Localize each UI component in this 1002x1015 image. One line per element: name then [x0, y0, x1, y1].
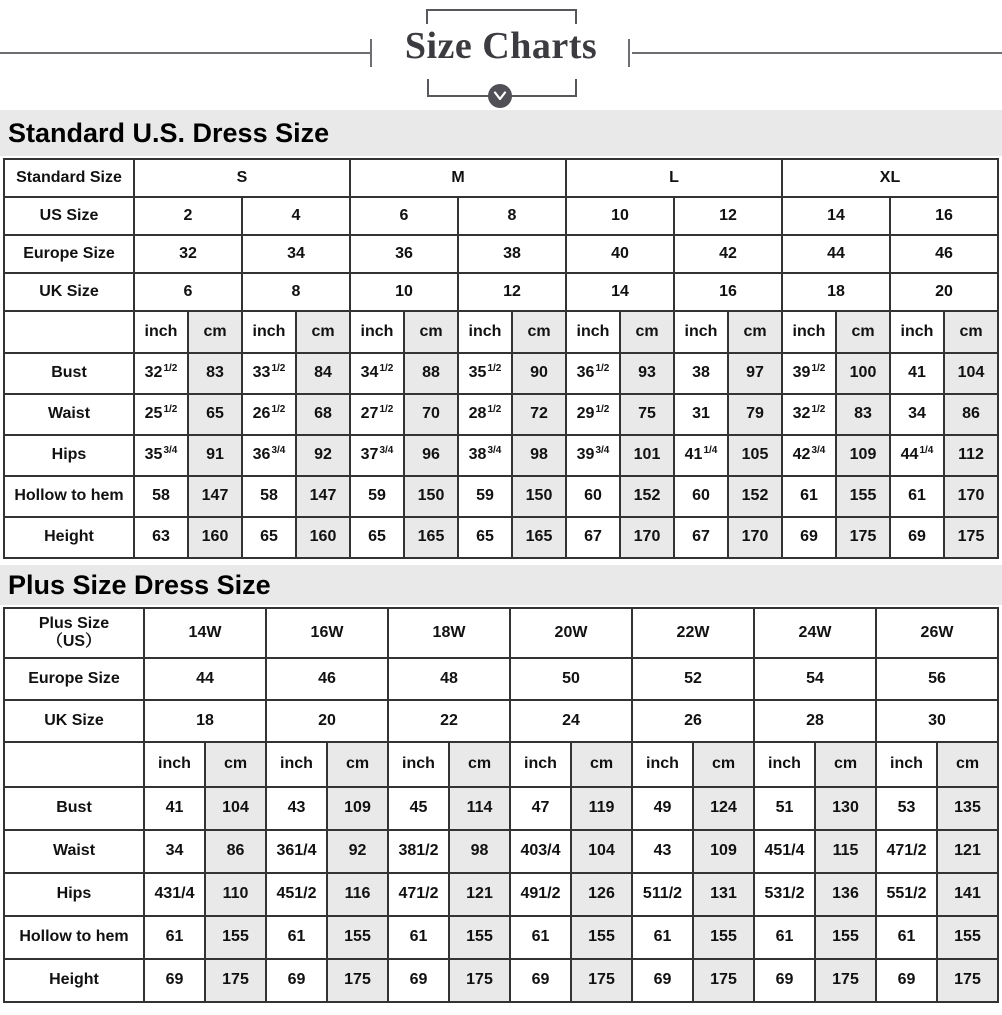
fraction-superscript: 3/4: [811, 445, 826, 457]
measure-value-cell: 155: [449, 916, 510, 959]
size-value-cell: 52: [632, 658, 754, 700]
size-group-18w: 18W: [388, 608, 510, 658]
size-value-cell: 2: [134, 197, 242, 235]
measure-value-cell: 61: [890, 476, 944, 517]
measure-value-cell: 471/2: [388, 873, 449, 916]
measure-value-cell: 147: [188, 476, 242, 517]
measure-value-cell: 59: [350, 476, 404, 517]
size-value-cell: 46: [890, 235, 998, 273]
unit-cell-inch: inch: [242, 311, 296, 353]
fraction-superscript: 3/4: [595, 445, 610, 457]
measure-value-cell: 101: [620, 435, 674, 476]
measure-value-cell: $41^{1/4}$: [674, 435, 728, 476]
measure-value-cell: 100: [836, 353, 890, 394]
measure-value-cell: 155: [693, 916, 754, 959]
measure-value-cell: 175: [815, 959, 876, 1002]
measure-value-cell: $35^{3/4}$: [134, 435, 188, 476]
waist-row: [4, 394, 998, 435]
bust-row: [4, 353, 998, 394]
measure-value-cell: 175: [937, 959, 998, 1002]
row-label-height: Height: [4, 517, 134, 558]
unit-cell-inch: inch: [782, 311, 836, 353]
measure-value-cell: 403/4: [510, 830, 571, 873]
measure-value-cell: 152: [620, 476, 674, 517]
measure-value-cell: 175: [449, 959, 510, 1002]
measure-value-cell: 41: [890, 353, 944, 394]
measure-value-cell: 155: [327, 916, 388, 959]
size-value-cell: 12: [674, 197, 782, 235]
measure-value-cell: 79: [728, 394, 782, 435]
measure-value-cell: 90: [512, 353, 566, 394]
measure-value-cell: 53: [876, 787, 937, 830]
standard-table-title: Standard U.S. Dress Size: [0, 110, 1002, 156]
unit-cell-cm: cm: [512, 311, 566, 353]
unit-cell-inch: inch: [350, 311, 404, 353]
fraction-superscript: 1/2: [271, 363, 286, 375]
measure-value-cell: 34: [890, 394, 944, 435]
measure-value-cell: 98: [449, 830, 510, 873]
size-value-cell: 16: [890, 197, 998, 235]
measure-value-cell: 160: [188, 517, 242, 558]
size-value-cell: 34: [242, 235, 350, 273]
size-value-cell: 12: [458, 273, 566, 311]
row-label-hollow-to-hem: Hollow to hem: [4, 476, 134, 517]
unit-cell-cm: cm: [693, 742, 754, 787]
size-value-cell: 8: [458, 197, 566, 235]
measure-value-cell: 131: [693, 873, 754, 916]
row-label-hips: Hips: [4, 873, 144, 916]
measure-value-cell: 58: [134, 476, 188, 517]
measure-value-cell: 60: [674, 476, 728, 517]
measure-value-cell: 150: [512, 476, 566, 517]
europe-size-row: [4, 658, 998, 700]
unit-cell-cm: cm: [815, 742, 876, 787]
measure-value-cell: 155: [205, 916, 266, 959]
measure-value-cell: 61: [266, 916, 327, 959]
unit-cell-cm: cm: [937, 742, 998, 787]
size-group-20w: 20W: [510, 608, 632, 658]
measure-value-cell: 72: [512, 394, 566, 435]
measure-value-cell: 83: [188, 353, 242, 394]
measure-value-cell: 135: [937, 787, 998, 830]
measure-value-cell: 41: [144, 787, 205, 830]
fraction-superscript: 3/4: [163, 445, 178, 457]
measure-value-cell: $32^{1/2}$: [782, 394, 836, 435]
measure-value-cell: $29^{1/2}$: [566, 394, 620, 435]
measure-value-cell: 471/2: [876, 830, 937, 873]
measure-value-cell: 152: [728, 476, 782, 517]
size-value-cell: 24: [510, 700, 632, 742]
hollow-to-hem-row: [4, 476, 998, 517]
measure-value-cell: 121: [937, 830, 998, 873]
measure-value-cell: 130: [815, 787, 876, 830]
corner-label: Standard Size: [4, 159, 134, 197]
measure-value-cell: 69: [754, 959, 815, 1002]
page-title: Size Charts: [404, 25, 598, 67]
size-value-cell: 40: [566, 235, 674, 273]
unit-header-row: [4, 742, 998, 787]
unit-cell-inch: inch: [632, 742, 693, 787]
unit-cell-inch: inch: [458, 311, 512, 353]
size-value-cell: 18: [782, 273, 890, 311]
hollow-to-hem-row: [4, 916, 998, 959]
row-label-us-size: US Size: [4, 197, 134, 235]
row-label-bust: Bust: [4, 787, 144, 830]
size-group-l: L: [566, 159, 782, 197]
measure-value-cell: 67: [566, 517, 620, 558]
measure-value-cell: 109: [836, 435, 890, 476]
measure-value-cell: 69: [510, 959, 571, 1002]
measure-value-cell: 121: [449, 873, 510, 916]
measure-value-cell: 65: [242, 517, 296, 558]
unit-cell-cm: cm: [205, 742, 266, 787]
measure-value-cell: $36^{1/2}$: [566, 353, 620, 394]
size-value-cell: 32: [134, 235, 242, 273]
unit-cell-cm: cm: [404, 311, 458, 353]
size-value-cell: 44: [144, 658, 266, 700]
row-label-waist: Waist: [4, 830, 144, 873]
size-charts-header: [0, 0, 1002, 110]
size-group-row: [4, 159, 998, 197]
measure-value-cell: 147: [296, 476, 350, 517]
measure-value-cell: 84: [296, 353, 350, 394]
measure-value-cell: 51: [754, 787, 815, 830]
measure-value-cell: $33^{1/2}$: [242, 353, 296, 394]
size-value-cell: 44: [782, 235, 890, 273]
header-bracket-top: [426, 9, 577, 24]
measure-value-cell: 175: [836, 517, 890, 558]
measure-value-cell: 175: [693, 959, 754, 1002]
row-label-europe-size: Europe Size: [4, 235, 134, 273]
fraction-superscript: 1/2: [487, 404, 502, 416]
measure-value-cell: 110: [205, 873, 266, 916]
measure-value-cell: 160: [296, 517, 350, 558]
size-value-cell: 4: [242, 197, 350, 235]
size-group-22w: 22W: [632, 608, 754, 658]
measure-value-cell: 361/4: [266, 830, 327, 873]
measure-value-cell: $38^{3/4}$: [458, 435, 512, 476]
measure-value-cell: 115: [815, 830, 876, 873]
row-label-europe-size: Europe Size: [4, 658, 144, 700]
measure-value-cell: 43: [632, 830, 693, 873]
size-value-cell: 10: [350, 273, 458, 311]
measure-value-cell: $32^{1/2}$: [134, 353, 188, 394]
size-value-cell: 6: [134, 273, 242, 311]
measure-value-cell: 491/2: [510, 873, 571, 916]
unit-header-row: [4, 311, 998, 353]
unit-cell-inch: inch: [266, 742, 327, 787]
measure-value-cell: 381/2: [388, 830, 449, 873]
size-value-cell: 36: [350, 235, 458, 273]
measure-value-cell: 104: [205, 787, 266, 830]
unit-cell-inch: inch: [876, 742, 937, 787]
unit-cell-cm: cm: [836, 311, 890, 353]
measure-value-cell: 141: [937, 873, 998, 916]
measure-value-cell: 531/2: [754, 873, 815, 916]
unit-cell-inch: inch: [566, 311, 620, 353]
measure-value-cell: 155: [937, 916, 998, 959]
fraction-superscript: 1/2: [811, 363, 826, 375]
us-size-row: [4, 197, 998, 235]
measure-value-cell: 43: [266, 787, 327, 830]
unit-cell-inch: inch: [144, 742, 205, 787]
size-group-26w: 26W: [876, 608, 998, 658]
size-value-cell: 14: [782, 197, 890, 235]
fraction-superscript: 3/4: [271, 445, 286, 457]
measure-value-cell: 65: [458, 517, 512, 558]
fraction-superscript: 3/4: [379, 445, 394, 457]
measure-value-cell: $26^{1/2}$: [242, 394, 296, 435]
measure-value-cell: 93: [620, 353, 674, 394]
size-value-cell: 14: [566, 273, 674, 311]
measure-value-cell: 451/4: [754, 830, 815, 873]
measure-value-cell: 175: [327, 959, 388, 1002]
fraction-superscript: 3/4: [487, 445, 502, 457]
measure-value-cell: 155: [836, 476, 890, 517]
measure-value-cell: 88: [404, 353, 458, 394]
measure-value-cell: 451/2: [266, 873, 327, 916]
unit-cell-cm: cm: [728, 311, 782, 353]
measure-value-cell: 150: [404, 476, 458, 517]
fraction-superscript: 1/2: [595, 363, 610, 375]
size-value-cell: 56: [876, 658, 998, 700]
standard-size-section: [0, 110, 1002, 559]
measure-value-cell: 170: [728, 517, 782, 558]
measure-value-cell: 175: [205, 959, 266, 1002]
unit-cell-inch: inch: [754, 742, 815, 787]
measure-value-cell: 69: [890, 517, 944, 558]
chevron-down-icon: [488, 84, 512, 108]
measure-value-cell: $39^{1/2}$: [782, 353, 836, 394]
row-label-uk-size: UK Size: [4, 700, 144, 742]
measure-value-cell: 96: [404, 435, 458, 476]
height-row: [4, 517, 998, 558]
measure-value-cell: 61: [876, 916, 937, 959]
measure-value-cell: 91: [188, 435, 242, 476]
unit-cell-inch: inch: [890, 311, 944, 353]
measure-value-cell: 109: [327, 787, 388, 830]
measure-value-cell: 75: [620, 394, 674, 435]
measure-value-cell: 31: [674, 394, 728, 435]
fraction-superscript: 1/2: [379, 404, 394, 416]
standard-size-table: [3, 158, 999, 559]
fraction-superscript: 1/4: [919, 445, 934, 457]
size-value-cell: 20: [890, 273, 998, 311]
measure-value-cell: 175: [944, 517, 998, 558]
measure-value-cell: 104: [944, 353, 998, 394]
row-label-uk-size: UK Size: [4, 273, 134, 311]
size-value-cell: 6: [350, 197, 458, 235]
row-label-bust: Bust: [4, 353, 134, 394]
measure-value-cell: 49: [632, 787, 693, 830]
measure-value-cell: 431/4: [144, 873, 205, 916]
measure-value-cell: 92: [327, 830, 388, 873]
unit-cell-inch: inch: [388, 742, 449, 787]
measure-value-cell: 61: [510, 916, 571, 959]
measure-value-cell: 34: [144, 830, 205, 873]
unit-cell-inch: inch: [134, 311, 188, 353]
unit-row-corner: [4, 311, 134, 353]
measure-value-cell: 155: [571, 916, 632, 959]
plus-size-table: [3, 607, 999, 1003]
measure-value-cell: 86: [944, 394, 998, 435]
measure-value-cell: 83: [836, 394, 890, 435]
size-value-cell: 20: [266, 700, 388, 742]
measure-value-cell: 98: [512, 435, 566, 476]
fraction-superscript: 1/2: [163, 404, 178, 416]
height-row: [4, 959, 998, 1002]
size-value-cell: 18: [144, 700, 266, 742]
measure-value-cell: 165: [512, 517, 566, 558]
measure-value-cell: 45: [388, 787, 449, 830]
measure-value-cell: 67: [674, 517, 728, 558]
plus-size-section: [0, 565, 1002, 1003]
measure-value-cell: 511/2: [632, 873, 693, 916]
fraction-superscript: 1/2: [487, 363, 502, 375]
measure-value-cell: 114: [449, 787, 510, 830]
size-value-cell: 8: [242, 273, 350, 311]
fraction-superscript: 1/2: [595, 404, 610, 416]
measure-value-cell: $42^{3/4}$: [782, 435, 836, 476]
measure-value-cell: $35^{1/2}$: [458, 353, 512, 394]
measure-value-cell: 59: [458, 476, 512, 517]
hips-row: [4, 873, 998, 916]
header-right-rule: [632, 52, 1002, 54]
measure-value-cell: 551/2: [876, 873, 937, 916]
measure-value-cell: 65: [188, 394, 242, 435]
measure-value-cell: 69: [876, 959, 937, 1002]
measure-value-cell: 155: [815, 916, 876, 959]
measure-value-cell: 69: [782, 517, 836, 558]
size-group-24w: 24W: [754, 608, 876, 658]
measure-value-cell: 124: [693, 787, 754, 830]
measure-value-cell: 119: [571, 787, 632, 830]
fraction-superscript: 1/4: [703, 445, 718, 457]
measure-value-cell: 61: [144, 916, 205, 959]
measure-value-cell: 61: [632, 916, 693, 959]
size-value-cell: 16: [674, 273, 782, 311]
corner-label: Plus Size （US）: [4, 608, 144, 658]
measure-value-cell: 68: [296, 394, 350, 435]
size-value-cell: 46: [266, 658, 388, 700]
fraction-superscript: 1/2: [271, 404, 286, 416]
unit-row-corner: [4, 742, 144, 787]
measure-value-cell: 97: [728, 353, 782, 394]
size-group-m: M: [350, 159, 566, 197]
measure-value-cell: 165: [404, 517, 458, 558]
measure-value-cell: $36^{3/4}$: [242, 435, 296, 476]
row-label-height: Height: [4, 959, 144, 1002]
size-value-cell: 10: [566, 197, 674, 235]
measure-value-cell: 112: [944, 435, 998, 476]
size-value-cell: 50: [510, 658, 632, 700]
unit-cell-inch: inch: [510, 742, 571, 787]
measure-value-cell: 86: [205, 830, 266, 873]
size-group-xl: XL: [782, 159, 998, 197]
measure-value-cell: 69: [266, 959, 327, 1002]
size-value-cell: 22: [388, 700, 510, 742]
uk-size-row: [4, 700, 998, 742]
measure-value-cell: 60: [566, 476, 620, 517]
measure-value-cell: 92: [296, 435, 350, 476]
measure-value-cell: 70: [404, 394, 458, 435]
measure-value-cell: 104: [571, 830, 632, 873]
unit-cell-cm: cm: [620, 311, 674, 353]
row-label-hollow-to-hem: Hollow to hem: [4, 916, 144, 959]
measure-value-cell: $25^{1/2}$: [134, 394, 188, 435]
unit-cell-cm: cm: [188, 311, 242, 353]
measure-value-cell: 69: [632, 959, 693, 1002]
measure-value-cell: 61: [754, 916, 815, 959]
measure-value-cell: $28^{1/2}$: [458, 394, 512, 435]
unit-cell-cm: cm: [296, 311, 350, 353]
measure-value-cell: $44^{1/4}$: [890, 435, 944, 476]
bust-row: [4, 787, 998, 830]
measure-value-cell: 170: [620, 517, 674, 558]
measure-value-cell: $39^{3/4}$: [566, 435, 620, 476]
size-value-cell: 38: [458, 235, 566, 273]
waist-row: [4, 830, 998, 873]
measure-value-cell: 38: [674, 353, 728, 394]
measure-value-cell: $34^{1/2}$: [350, 353, 404, 394]
uk-size-row: [4, 273, 998, 311]
plus-table-title: Plus Size Dress Size: [0, 565, 1002, 605]
measure-value-cell: 116: [327, 873, 388, 916]
size-group-16w: 16W: [266, 608, 388, 658]
unit-cell-cm: cm: [944, 311, 998, 353]
size-value-cell: 28: [754, 700, 876, 742]
measure-value-cell: $37^{3/4}$: [350, 435, 404, 476]
measure-value-cell: 175: [571, 959, 632, 1002]
fraction-superscript: 1/2: [379, 363, 394, 375]
size-value-cell: 42: [674, 235, 782, 273]
measure-value-cell: 109: [693, 830, 754, 873]
size-value-cell: 48: [388, 658, 510, 700]
size-group-s: S: [134, 159, 350, 197]
measure-value-cell: 126: [571, 873, 632, 916]
unit-cell-cm: cm: [449, 742, 510, 787]
row-label-hips: Hips: [4, 435, 134, 476]
header-right-tick: [628, 39, 630, 67]
measure-value-cell: 61: [388, 916, 449, 959]
measure-value-cell: 63: [134, 517, 188, 558]
size-group-row: [4, 608, 998, 658]
row-label-waist: Waist: [4, 394, 134, 435]
size-value-cell: 26: [632, 700, 754, 742]
unit-cell-cm: cm: [571, 742, 632, 787]
measure-value-cell: 61: [782, 476, 836, 517]
measure-value-cell: 47: [510, 787, 571, 830]
measure-value-cell: 170: [944, 476, 998, 517]
size-group-14w: 14W: [144, 608, 266, 658]
measure-value-cell: 105: [728, 435, 782, 476]
measure-value-cell: 65: [350, 517, 404, 558]
europe-size-row: [4, 235, 998, 273]
size-value-cell: 54: [754, 658, 876, 700]
measure-value-cell: 136: [815, 873, 876, 916]
hips-row: [4, 435, 998, 476]
measure-value-cell: 69: [388, 959, 449, 1002]
measure-value-cell: 58: [242, 476, 296, 517]
measure-value-cell: $27^{1/2}$: [350, 394, 404, 435]
fraction-superscript: 1/2: [163, 363, 178, 375]
fraction-superscript: 1/2: [811, 404, 826, 416]
unit-cell-cm: cm: [327, 742, 388, 787]
unit-cell-inch: inch: [674, 311, 728, 353]
size-value-cell: 30: [876, 700, 998, 742]
measure-value-cell: 69: [144, 959, 205, 1002]
